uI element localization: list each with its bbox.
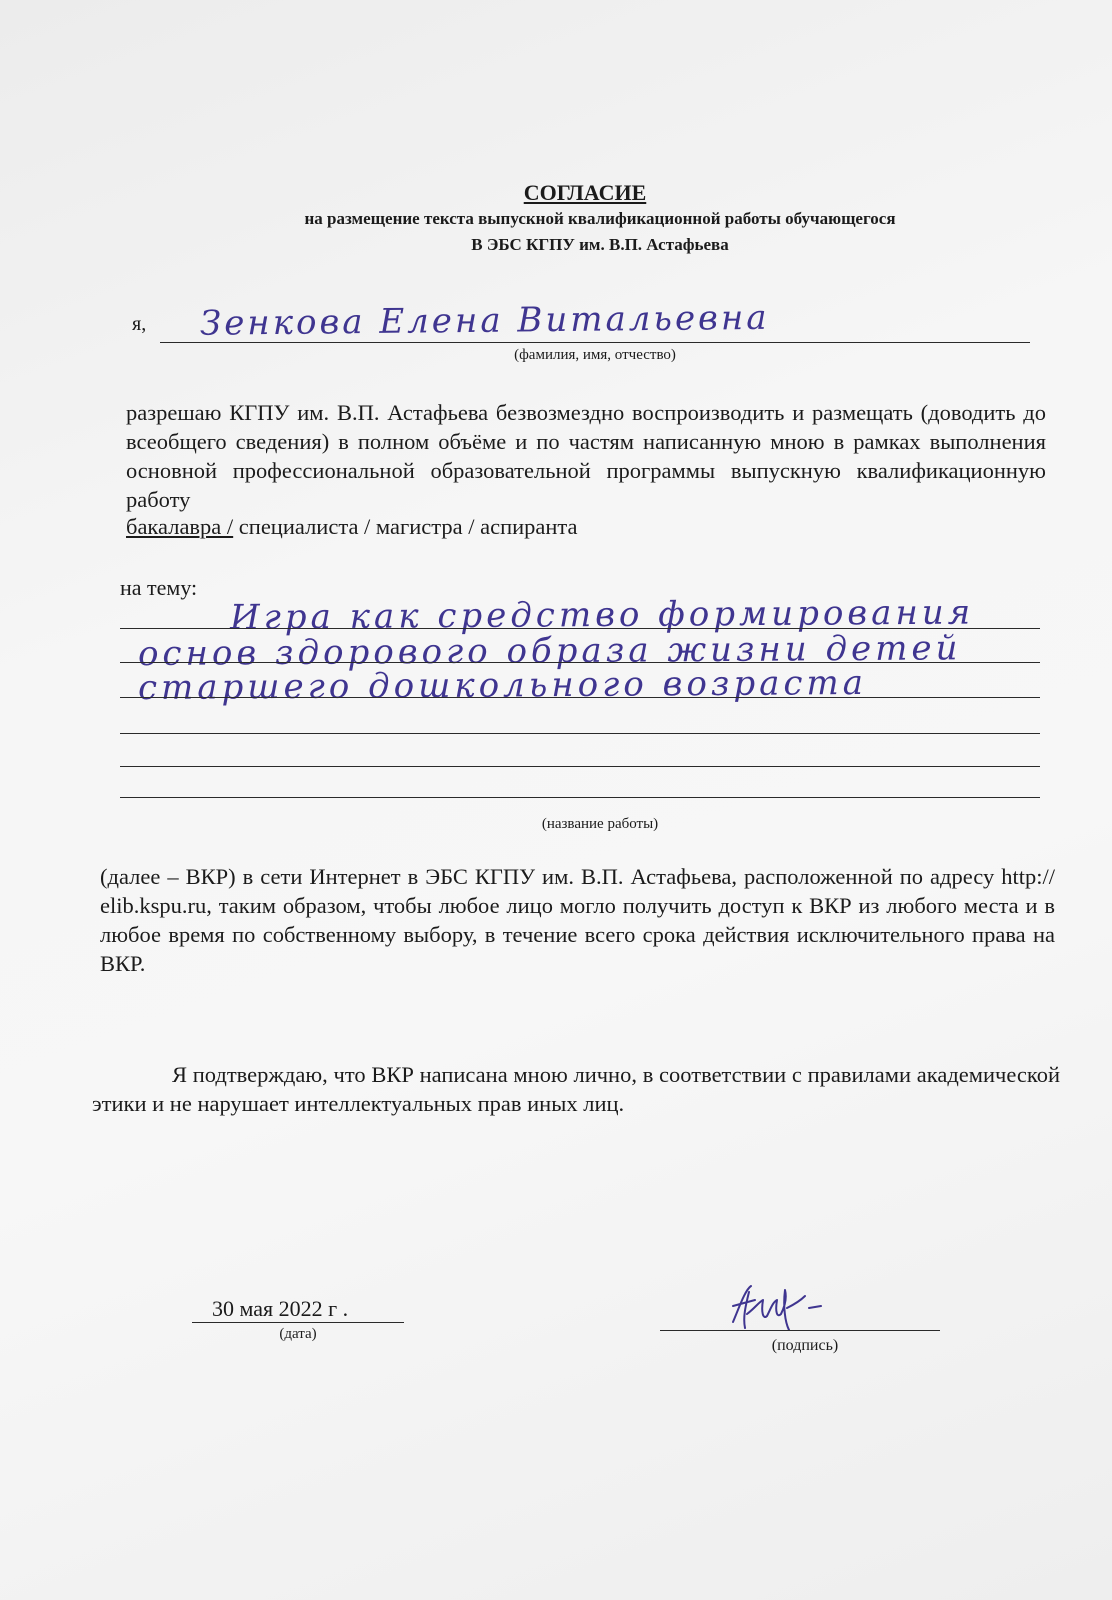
document-subtitle-ebs: В ЭБС КГПУ им. В.П. Астафьева	[471, 235, 729, 254]
degree-options: специалиста / магистра / аспиранта	[233, 514, 578, 539]
topic-handwritten-line-3: старшего дошкольного возраста	[137, 662, 868, 709]
date-caption: (дата)	[279, 1326, 317, 1342]
topic-line-6	[120, 797, 1040, 798]
topic-label: на тему:	[120, 575, 198, 600]
terms-paragraph: (далее – ВКР) в сети Интернет в ЭБС КГПУ им. В.П. Астафьева, расположенной по адресу http:// elib.kspu.ru, таким образом, чтобы любое лицо могло получить доступ к ВКР из любого места и в любое время по собственному выбору, в течение всего срока действия исключительного права на ВКР.	[100, 864, 1055, 976]
confirmation-paragraph: Я подтверждаю, что ВКР написана мною лично, в соответствии с правилами академической этики и не нарушает интеллектуальных прав иных лиц.	[92, 1062, 1060, 1116]
topic-handwritten-line-2: основ здорового образа жизни детей	[137, 628, 962, 675]
permission-paragraph	[126, 398, 1046, 514]
ya-prefix: я,	[132, 313, 147, 335]
topic-line-3	[120, 697, 1040, 698]
degree-line	[126, 514, 578, 540]
handwritten-name: Зенкова Елена Витальевна	[199, 297, 770, 344]
degree-selected: бакалавра /	[126, 514, 234, 539]
signature-line	[660, 1330, 940, 1331]
signature-caption: (подпись)	[771, 1337, 839, 1354]
permission-text: разрешаю КГПУ им. В.П. Астафьева безвозмездно воспроизводить и размещать (доводить до всеобщего сведения) в полном объёме и по частям написанную мною в рамках выполнения основной профессиональной образовательной программы выпускную квалификационную работу	[126, 400, 1046, 512]
signature-drawing	[725, 1278, 845, 1338]
topic-line-2	[120, 662, 1040, 663]
signature-mark	[725, 1278, 845, 1338]
document-title: СОГЛАСИЕ	[523, 180, 647, 205]
document-subtitle: на размещение текста выпускной квалификационной работы обучающегося	[304, 209, 896, 228]
date-line	[192, 1322, 404, 1323]
name-caption: (фамилия, имя, отчество)	[514, 347, 676, 363]
topic-handwritten-line-1: Игра как средство формирования	[229, 592, 975, 638]
topic-line-1	[120, 628, 1040, 629]
name-line	[160, 342, 1030, 343]
topic-caption: (название работы)	[541, 816, 659, 832]
date-value: 30 мая 2022 г .	[212, 1296, 349, 1321]
topic-line-4	[120, 733, 1040, 734]
topic-line-5	[120, 766, 1040, 767]
